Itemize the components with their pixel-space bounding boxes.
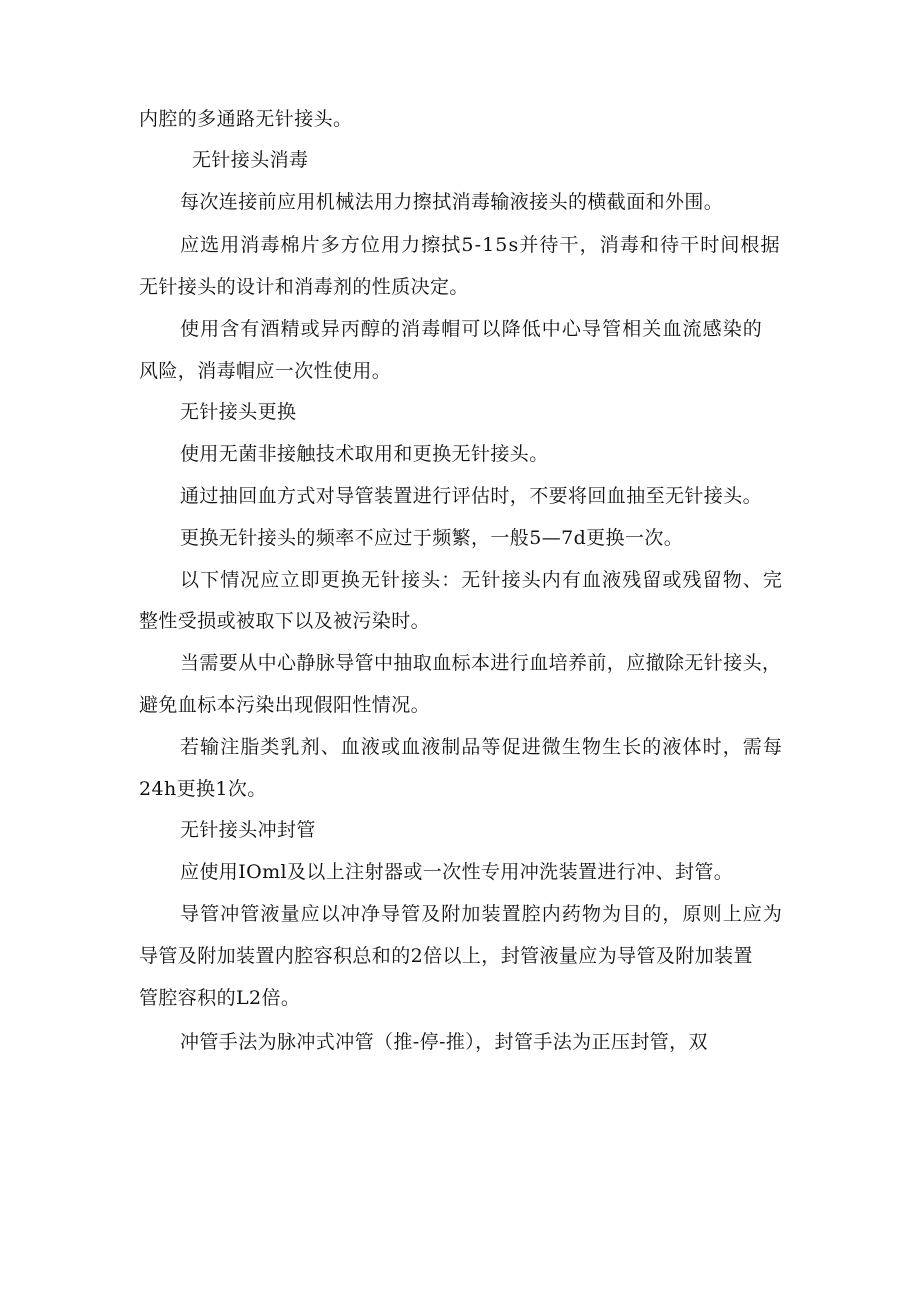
text-line: 当需要从中心静脉导管中抽取血标本进行血培养前，应撤除无针接头， bbox=[180, 652, 782, 674]
text-line: 整性受损或被取下以及被污染时。 bbox=[139, 610, 431, 632]
text-line: 冲管手法为脉冲式冲管（推-停-推），封管手法为正压封管，双 bbox=[180, 1031, 708, 1053]
text-line: 内腔的多通路无针接头。 bbox=[139, 108, 353, 130]
text-line: 风险，消毒帽应一次性使用。 bbox=[139, 360, 392, 382]
text-line: 每次连接前应用机械法用力擦拭消毒输液接头的横截面和外围。 bbox=[180, 191, 724, 213]
section-heading-replacement: 无针接头更换 bbox=[180, 401, 297, 423]
text-line: 使用含有酒精或异丙醇的消毒帽可以降低中心导管相关血流感染的 bbox=[180, 318, 763, 340]
text-line: 无针接头的设计和消毒剂的性质决定。 bbox=[139, 276, 469, 298]
section-heading-flushing: 无针接头冲封管 bbox=[180, 819, 316, 841]
text-line: 以下情况应立即更换无针接头：无针接头内有血液残留或残留物、完 bbox=[180, 569, 784, 591]
text-line: 管腔容积的L2倍。 bbox=[139, 987, 301, 1009]
text-line: 应选用消毒棉片多方位用力擦拭5-15s并待干，消毒和待干时间根据 bbox=[180, 234, 781, 256]
text-line: 更换无针接头的频率不应过于频繁，一般5—7d更换一次。 bbox=[180, 527, 684, 549]
text-line: 24h更换1次。 bbox=[139, 778, 267, 800]
text-line: 使用无菌非接触技术取用和更换无针接头。 bbox=[180, 443, 549, 465]
section-heading-disinfection: 无针接头消毒 bbox=[192, 149, 309, 171]
text-line: 导管及附加装置内腔容积总和的2倍以上，封管液量应为导管及附加装置 bbox=[139, 945, 753, 967]
text-line: 导管冲管液量应以冲净导管及附加装置腔内药物为目的，原则上应为 bbox=[180, 903, 784, 925]
text-line: 应使用IOml及以上注射器或一次性专用冲洗装置进行冲、封管。 bbox=[180, 861, 734, 883]
text-line: 若输注脂类乳剂、血液或血液制品等促进微生物生长的液体时，需每 bbox=[180, 736, 784, 758]
text-line: 通过抽回血方式对导管装置进行评估时，不要将回血抽至无针接头。 bbox=[180, 485, 763, 507]
text-line: 避免血标本污染出现假阳性情况。 bbox=[139, 694, 431, 716]
